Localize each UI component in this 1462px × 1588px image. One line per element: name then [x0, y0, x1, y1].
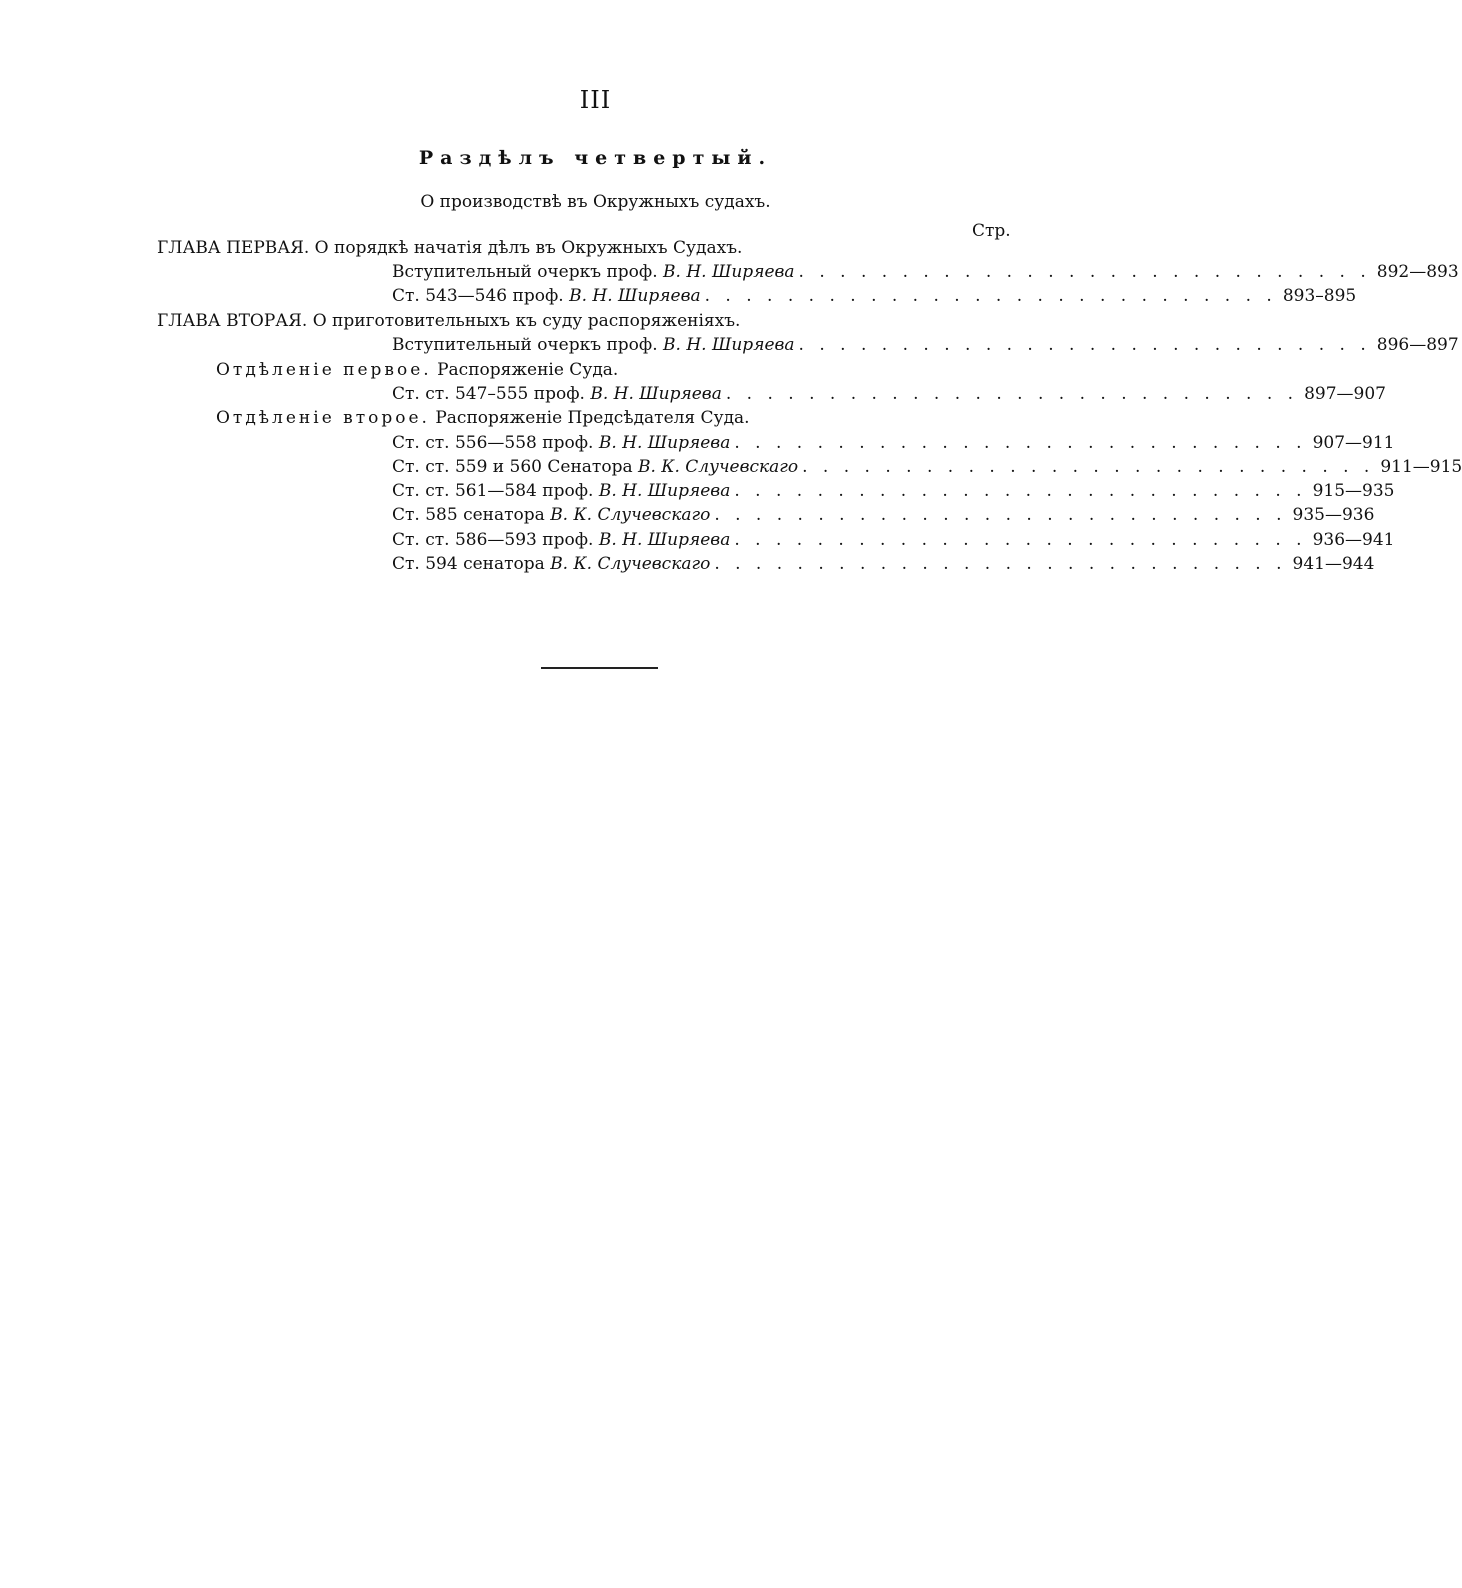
toc-entry-pages: 896—897 [1376, 335, 1459, 355]
toc-entry-title [392, 333, 795, 357]
toc-entry-author: В. К. Случевскаго [550, 505, 711, 525]
section-title: Раздѣлъ четвертый. [418, 147, 773, 169]
toc-entry [392, 431, 1395, 455]
toc-entry-text: Ст. ст. 547–555 проф. [392, 384, 585, 404]
toc-entry-title [392, 455, 798, 479]
toc-entry-pages: 897—907 [1304, 384, 1386, 404]
toc-entry-text: Ст. ст. 559 и 560 Сенатора [392, 457, 633, 477]
toc-entry-title [392, 431, 730, 455]
toc-entry-pages: 893–895 [1282, 286, 1357, 306]
chapter-title: О приготовительныхъ къ суду распоряженіяхъ. [312, 311, 741, 331]
toc-entry-pages: 892—893 [1376, 262, 1459, 282]
toc-entry [392, 503, 1375, 527]
section-subtitle: О производствѣ въ Окружныхъ судахъ. [420, 192, 771, 212]
leader-dots: . . . . . . . . . . . . . . . . . . . . . . . . . . . . [734, 481, 1307, 501]
toc-entry-pages: 915—935 [1312, 481, 1395, 501]
toc-entry-author: В. Н. Ширяева [569, 286, 701, 306]
toc-entry [392, 382, 1386, 406]
toc-entry-author: В. Н. Ширяева [663, 335, 795, 355]
department-label: Отдѣленіе первое. [216, 360, 432, 380]
leader-dots: . . . . . . . . . . . . . . . . . . . . . . . . . . . . [798, 262, 1371, 282]
toc-entry-pages: 936—941 [1312, 530, 1395, 550]
pages-column-label: Стр. [972, 221, 1011, 241]
chapter-title: О порядкѣ начатія дѣлъ въ Окружныхъ Судахъ. [314, 238, 743, 258]
page-number: III [579, 86, 612, 114]
toc-entry-text: Вступительный очеркъ проф. [392, 335, 658, 355]
leader-dots: . . . . . . . . . . . . . . . . . . . . . . . . . . . . [714, 554, 1287, 574]
toc-entry-text: Ст. ст. 556—558 проф. [392, 433, 594, 453]
toc-entry-title [392, 503, 710, 527]
toc-entry-text: Ст. 594 сенатора [392, 554, 545, 574]
toc-entry-text: Ст. ст. 561—584 проф. [392, 481, 594, 501]
toc-entry-pages: 935—936 [1292, 505, 1375, 525]
toc-entry-title [392, 479, 730, 503]
toc-entry [392, 333, 1459, 357]
toc-entry-author: В. Н. Ширяева [598, 530, 731, 550]
leader-dots: . . . . . . . . . . . . . . . . . . . . . . . . . . . . [734, 433, 1307, 453]
department-heading [216, 406, 750, 430]
closing-rule-divider [541, 667, 658, 669]
toc-entry [392, 260, 1459, 284]
leader-dots: . . . . . . . . . . . . . . . . . . . . . . . . . . . . [798, 335, 1371, 355]
toc-entry-author: В. К. Случевскаго [550, 554, 711, 574]
department-label: Отдѣленіе второе. [216, 408, 430, 428]
toc-entry-title [392, 260, 795, 284]
chapter-heading [157, 236, 742, 260]
toc-entry-title [392, 382, 722, 406]
toc-entry-author: В. К. Случевскаго [638, 457, 799, 477]
chapter-label: ГЛАВА ПЕРВАЯ. [157, 238, 310, 258]
toc-entry-text: Ст. 585 сенатора [392, 505, 545, 525]
toc-entry [392, 455, 1462, 479]
toc-entry-pages: 907—911 [1312, 433, 1395, 453]
toc-entry-text: Ст. ст. 586—593 проф. [392, 530, 594, 550]
toc-entry-author: В. Н. Ширяева [663, 262, 795, 282]
toc-entry-title [392, 284, 701, 308]
chapter-label: ГЛАВА ВТОРАЯ. [157, 311, 308, 331]
toc-entry-author: В. Н. Ширяева [590, 384, 722, 404]
toc-entry-pages: 941—944 [1292, 554, 1375, 574]
toc-entry-title [392, 552, 710, 576]
toc-entry [392, 284, 1357, 308]
toc-entry [392, 528, 1395, 552]
leader-dots: . . . . . . . . . . . . . . . . . . . . . . . . . . . . [704, 286, 1277, 306]
toc-entry-author: В. Н. Ширяева [598, 481, 731, 501]
toc-entry [392, 552, 1375, 576]
department-heading [216, 358, 618, 382]
toc-entry-text: Вступительный очеркъ проф. [392, 262, 658, 282]
department-title: Распоряженіе Предсѣдателя Суда. [435, 408, 750, 428]
chapter-heading [157, 309, 740, 333]
toc-entry-title [392, 528, 730, 552]
leader-dots: . . . . . . . . . . . . . . . . . . . . . . . . . . . . [802, 457, 1375, 477]
leader-dots: . . . . . . . . . . . . . . . . . . . . . . . . . . . . [714, 505, 1287, 525]
toc-entry-pages: 911—915 [1380, 457, 1462, 477]
toc-entry-author: В. Н. Ширяева [598, 433, 731, 453]
toc-entry-text: Ст. 543—546 проф. [392, 286, 564, 306]
leader-dots: . . . . . . . . . . . . . . . . . . . . . . . . . . . . [725, 384, 1299, 404]
toc-entry [392, 479, 1395, 503]
leader-dots: . . . . . . . . . . . . . . . . . . . . . . . . . . . . [734, 530, 1307, 550]
department-title: Распоряженіе Суда. [437, 360, 619, 380]
